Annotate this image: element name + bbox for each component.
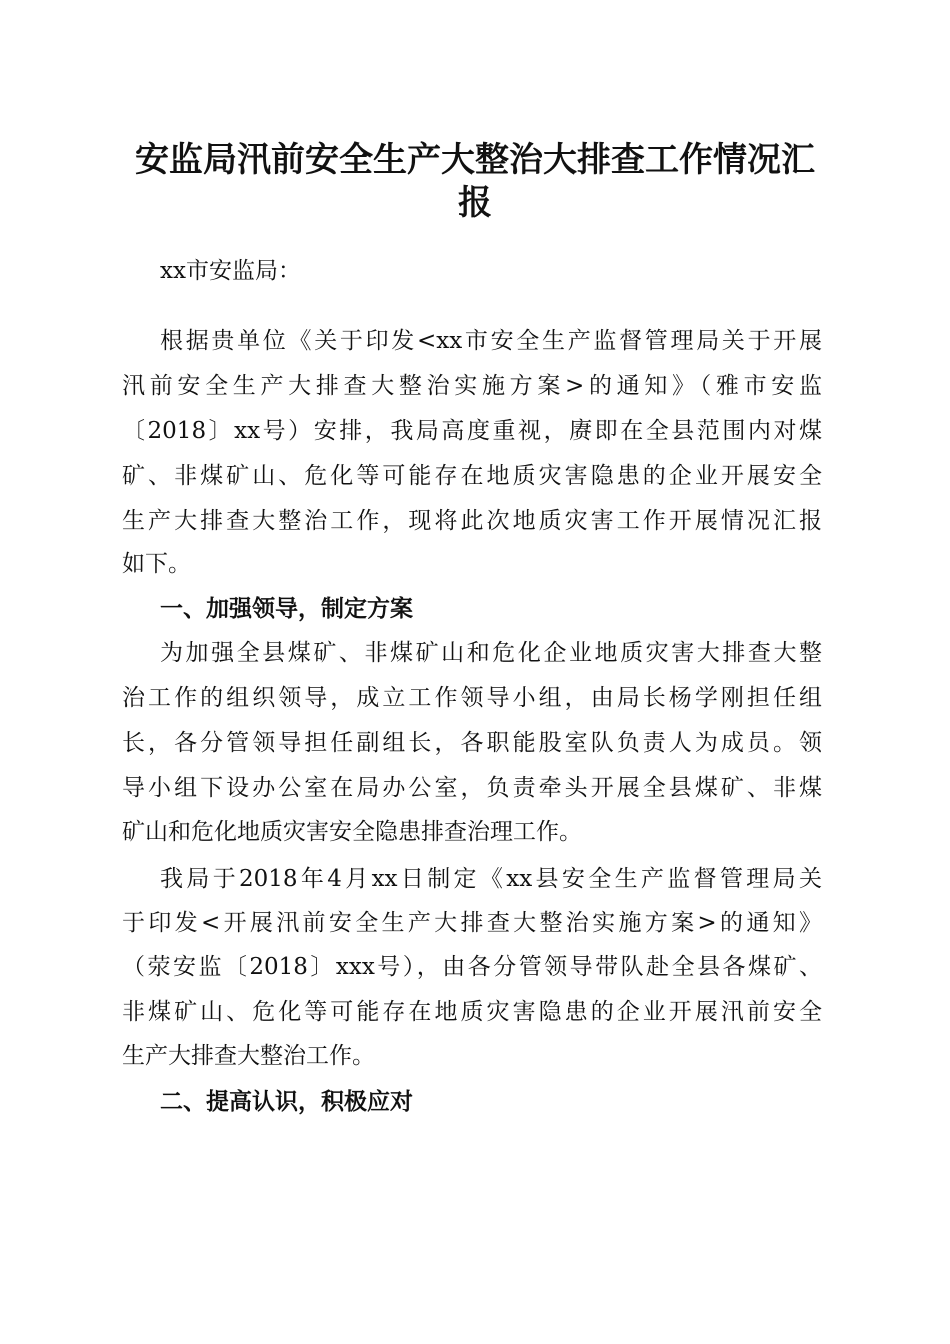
- paragraph-2-line: 长，各分管领导担任副组长，各职能股室队负责人为成员。领: [122, 730, 822, 756]
- paragraph-1-line: 生产大排查大整治工作，现将此次地质灾害工作开展情况汇报: [122, 508, 822, 534]
- paragraph-3-line: 于印发<开展汛前安全生产大排查大整治实施方案>的通知》: [122, 910, 822, 936]
- paragraph-3-line: 非煤矿山、危化等可能存在地质灾害隐患的企业开展汛前安全: [122, 999, 822, 1025]
- document-title-line-1: 安监局汛前安全生产大整治大排查工作情况汇: [135, 140, 815, 180]
- paragraph-1-line: 汛前安全生产大排查大整治实施方案>的通知》（雅市安监: [122, 373, 822, 399]
- paragraph-1-line: 矿、非煤矿山、危化等可能存在地质灾害隐患的企业开展安全: [122, 463, 822, 489]
- paragraph-1-line: 如下。: [122, 551, 191, 577]
- paragraph-3-line: 生产大排查大整治工作。: [122, 1043, 375, 1069]
- paragraph-1-line: 〔2018〕xx号）安排，我局高度重视，赓即在全县范围内对煤: [122, 418, 822, 444]
- paragraph-3-line: （荥安监〔2018〕xxx号），由各分管领导带队赴全县各煤矿、: [122, 954, 822, 980]
- salutation: xx市安监局：: [160, 258, 301, 284]
- paragraph-2-line: 矿山和危化地质灾害安全隐患排查治理工作。: [122, 819, 582, 845]
- paragraph-1-line: 根据贵单位《关于印发<xx市安全生产监督管理局关于开展: [160, 328, 822, 354]
- paragraph-2-line: 治工作的组织领导，成立工作领导小组，由局长杨学刚担任组: [122, 685, 822, 711]
- paragraph-2-line: 导小组下设办公室在局办公室，负责牵头开展全县煤矿、非煤: [122, 775, 822, 801]
- paragraph-3-line: 我局于2018年4月xx日制定《xx县安全生产监督管理局关: [160, 866, 822, 892]
- paragraph-2-line: 为加强全县煤矿、非煤矿山和危化企业地质灾害大排查大整: [160, 640, 822, 666]
- section-heading-2: 二、提高认识，积极应对: [160, 1089, 413, 1115]
- section-heading-1: 一、加强领导，制定方案: [160, 596, 413, 622]
- document-title-line-2: 报: [458, 183, 492, 223]
